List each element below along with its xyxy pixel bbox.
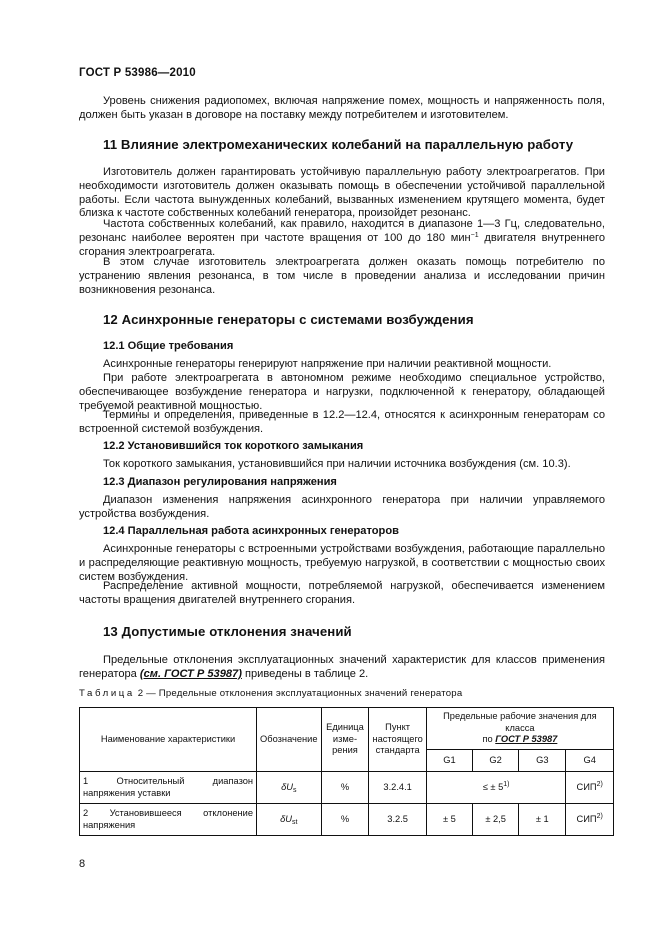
row-1-name: 1 Относительный диапазон напряжения уставки: [80, 772, 257, 804]
row-1-unit: %: [321, 772, 369, 804]
row-2-g2: ± 2,5: [473, 804, 519, 836]
row-2-g3: ± 1: [519, 804, 566, 836]
header-limits: Предельные рабочие значения для класса по ГОСТ Р 53987: [426, 708, 613, 750]
section-11-title: 11 Влияние электромеханических колебаний на параллельную работу: [103, 137, 574, 152]
subsection-12-1-title: 12.1 Общие требования: [103, 340, 234, 352]
section-12-title: 12 Асинхронные генераторы с системами возбуждения: [103, 312, 474, 327]
header-unit: Единица изме-рения: [321, 708, 369, 772]
subsection-12-4-paragraph-1: Асинхронные генераторы с встроенными устройствами возбуждения, работающие параллельно и распределяющие реактивную мощность, требуемую нагрузкой, в соответствии с мощностью своих систем возбуждения.: [79, 543, 605, 583]
row-2-g1: ± 5: [426, 804, 472, 836]
section-11-paragraph-1: Изготовитель должен гарантировать устойчивую параллельную работу электроагрегатов. При необходимости изготовитель должен оказывать помощь в обеспечении устойчивой параллельной работы. Если частота вынужденных колебаний, вызванных изменением крутящего момента, будет близка к частоте собственных колебаний генератора, произойдет резонанс.: [79, 166, 605, 220]
row-2-clause: 3.2.5: [369, 804, 426, 836]
row-2-symbol: $\delta U_{st}$: [257, 804, 322, 836]
header-g1: G1: [426, 750, 472, 772]
row-1-g123: ≤ ± $5^{1)}$: [426, 772, 566, 804]
row-2-unit: %: [321, 804, 369, 836]
header-g3: G3: [519, 750, 566, 772]
table-row: [80, 772, 614, 804]
intro-paragraph: Уровень снижения радиопомех, включая напряжение помех, мощность и напряженность поля, должен быть указан в договоре на поставку между потребителем и изготовителем.: [79, 95, 605, 121]
subsection-12-1-paragraph-1: Асинхронные генераторы генерируют напряжение при наличии реактивной мощности.: [103, 358, 552, 370]
table-caption: Таблица 2 — Предельные отклонения эксплуатационных значений генератора: [79, 688, 463, 699]
row-2-g4: СИП$^{2)}$: [566, 804, 614, 836]
subsection-12-3-title: 12.3 Диапазон регулирования напряжения: [103, 476, 337, 488]
table-row: [80, 804, 614, 836]
header-symbol: Обозначение: [257, 708, 322, 772]
header-g2: G2: [473, 750, 519, 772]
deviation-table: [79, 707, 614, 836]
subsection-12-1-paragraph-2: При работе электроагрегата в автономном режиме необходимо специальное устройство, обеспечивающее возбуждение генератора и нагрузки, подключенной к генератору, обладающей требуемой реактивной мощностью.: [79, 372, 605, 412]
row-2-name: 2 Установившееся отклонение напряжения: [80, 804, 257, 836]
subsection-12-4-paragraph-2: Распределение активной мощности, потребляемой нагрузкой, обеспечивается изменением частоты вращения двигателей внутреннего сгорания.: [79, 580, 605, 606]
section-13-paragraph: Предельные отклонения эксплуатационных значений характеристик для классов применения генератора (см. ГОСТ Р 53987) приведены в таблице 2.: [79, 654, 605, 680]
subsection-12-2-title: 12.2 Установившийся ток короткого замыкания: [103, 440, 364, 452]
section-11-paragraph-2: Частота собственных колебаний, как правило, находится в диапазоне 1—3 Гц, следовательно, резонанс наиболее вероятен при частоте вращения от 100 до 180 мин$^{-1}$ двигателя внутреннего сгорания электроагрегата.: [79, 218, 605, 258]
row-1-symbol: $\delta U_s$: [257, 772, 322, 804]
header-gost-reference[interactable]: ГОСТ Р 53987: [495, 734, 558, 745]
subsection-12-3-text: Диапазон изменения напряжения асинхронного генератора при наличии управляемого устройства возбуждения.: [79, 494, 605, 520]
header-name: Наименование характеристики: [80, 708, 257, 772]
header-g4: G4: [566, 750, 614, 772]
gost-53987-reference[interactable]: (см. ГОСТ Р 53987): [139, 667, 242, 680]
subsection-12-1-paragraph-3: Термины и определения, приведенные в 12.2—12.4, относятся к асинхронным генераторам со встроенной системой возбуждения.: [79, 409, 605, 435]
row-1-clause: 3.2.4.1: [369, 772, 426, 804]
page-number: 8: [79, 858, 86, 870]
row-1-g4: СИП$^{2)}$: [566, 772, 614, 804]
header-clause: Пункт настоящего стандарта: [369, 708, 426, 772]
subsection-12-4-title: 12.4 Параллельная работа асинхронных генераторов: [103, 525, 399, 537]
section-13-title: 13 Допустимые отклонения значений: [103, 624, 352, 639]
subsection-12-2-text: Ток короткого замыкания, установившийся при наличии источника возбуждения (см. 10.3).: [103, 458, 571, 470]
document-code: ГОСТ Р 53986—2010: [79, 67, 196, 79]
section-11-paragraph-3: В этом случае изготовитель электроагрегата должен оказать помощь потребителю по устранению явления резонанса, в том числе в проведении анализа и исследовании причин возникновения резонанса.: [79, 256, 605, 296]
